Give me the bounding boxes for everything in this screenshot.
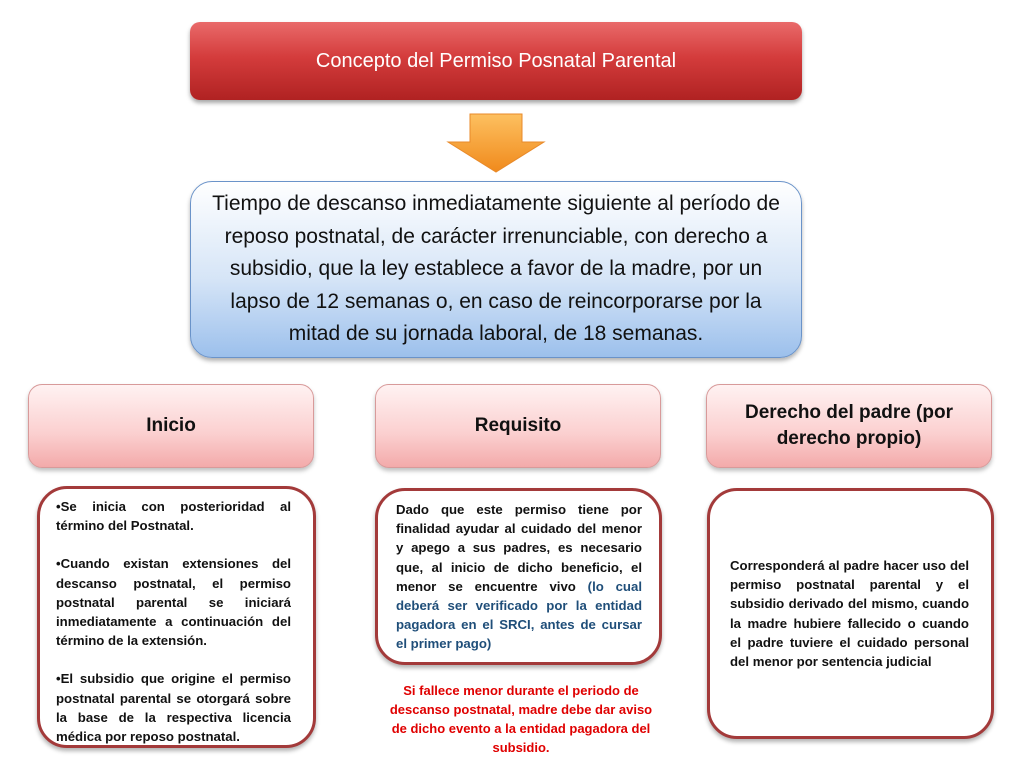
header-requisito	[375, 384, 661, 468]
title-box	[190, 22, 802, 100]
definition-box	[190, 181, 802, 358]
header-inicio-label: Inicio	[146, 415, 196, 436]
definition-text: Tiempo de descanso inmediatamente siguiente al período de reposo postnatal, de carácter irrenunciable, con derecho a subsidio, que la ley establece a favor de la madre, por un lapso de 12 semanas o, en caso de reincorporarse por la mitad de su jornada laboral, de 18 semanas.	[212, 192, 780, 346]
down-arrow-icon	[446, 112, 546, 174]
requisito-content-box	[375, 488, 662, 665]
requisito-warning: Si fallece menor durante el periodo de descanso postnatal, madre debe dar aviso de dicho evento a la entidad pagadora del subsidio.	[389, 683, 653, 755]
inicio-bullet: •Cuando existan extensiones del descanso postnatal, el permiso postnatal parental se iniciará inmediatamente a continuación del término de la extensión.	[56, 556, 291, 649]
derecho-padre-text: Corresponderá al padre hacer uso del permiso postnatal parental y el subsidio derivado del mismo, cuando la madre hubiere fallecido o cuando el padre tuviere el cuidado personal del menor por sentencia judicial	[730, 557, 969, 669]
page-title: Concepto del Permiso Posnatal Parental	[315, 49, 677, 72]
inicio-bullet: •El subsidio que origine el permiso postnatal parental se otorgará sobre la base de la respectiva licencia médica por reposo postnatal.	[56, 671, 291, 745]
derecho-padre-content-box	[707, 488, 994, 739]
inicio-content-box	[37, 486, 316, 748]
header-derecho-padre-label: Derecho del padre (por derecho propio)	[745, 402, 953, 449]
requisito-note: (lo cual deberá ser verificado por la entidad pagadora en el SRCI, antes de cursar el primer pago)	[396, 578, 642, 652]
header-derecho-padre	[706, 384, 992, 468]
header-inicio	[28, 384, 314, 468]
requisito-text: Dado que este permiso tiene por finalidad ayudar al cuidado del menor y apego a sus padres, es necesario que, al inicio de dicho beneficio, el menor se encuentre vivo	[396, 502, 642, 594]
header-requisito-label: Requisito	[474, 415, 562, 436]
inicio-bullet: •Se inicia con posterioridad al término del Postnatal.	[56, 499, 291, 534]
